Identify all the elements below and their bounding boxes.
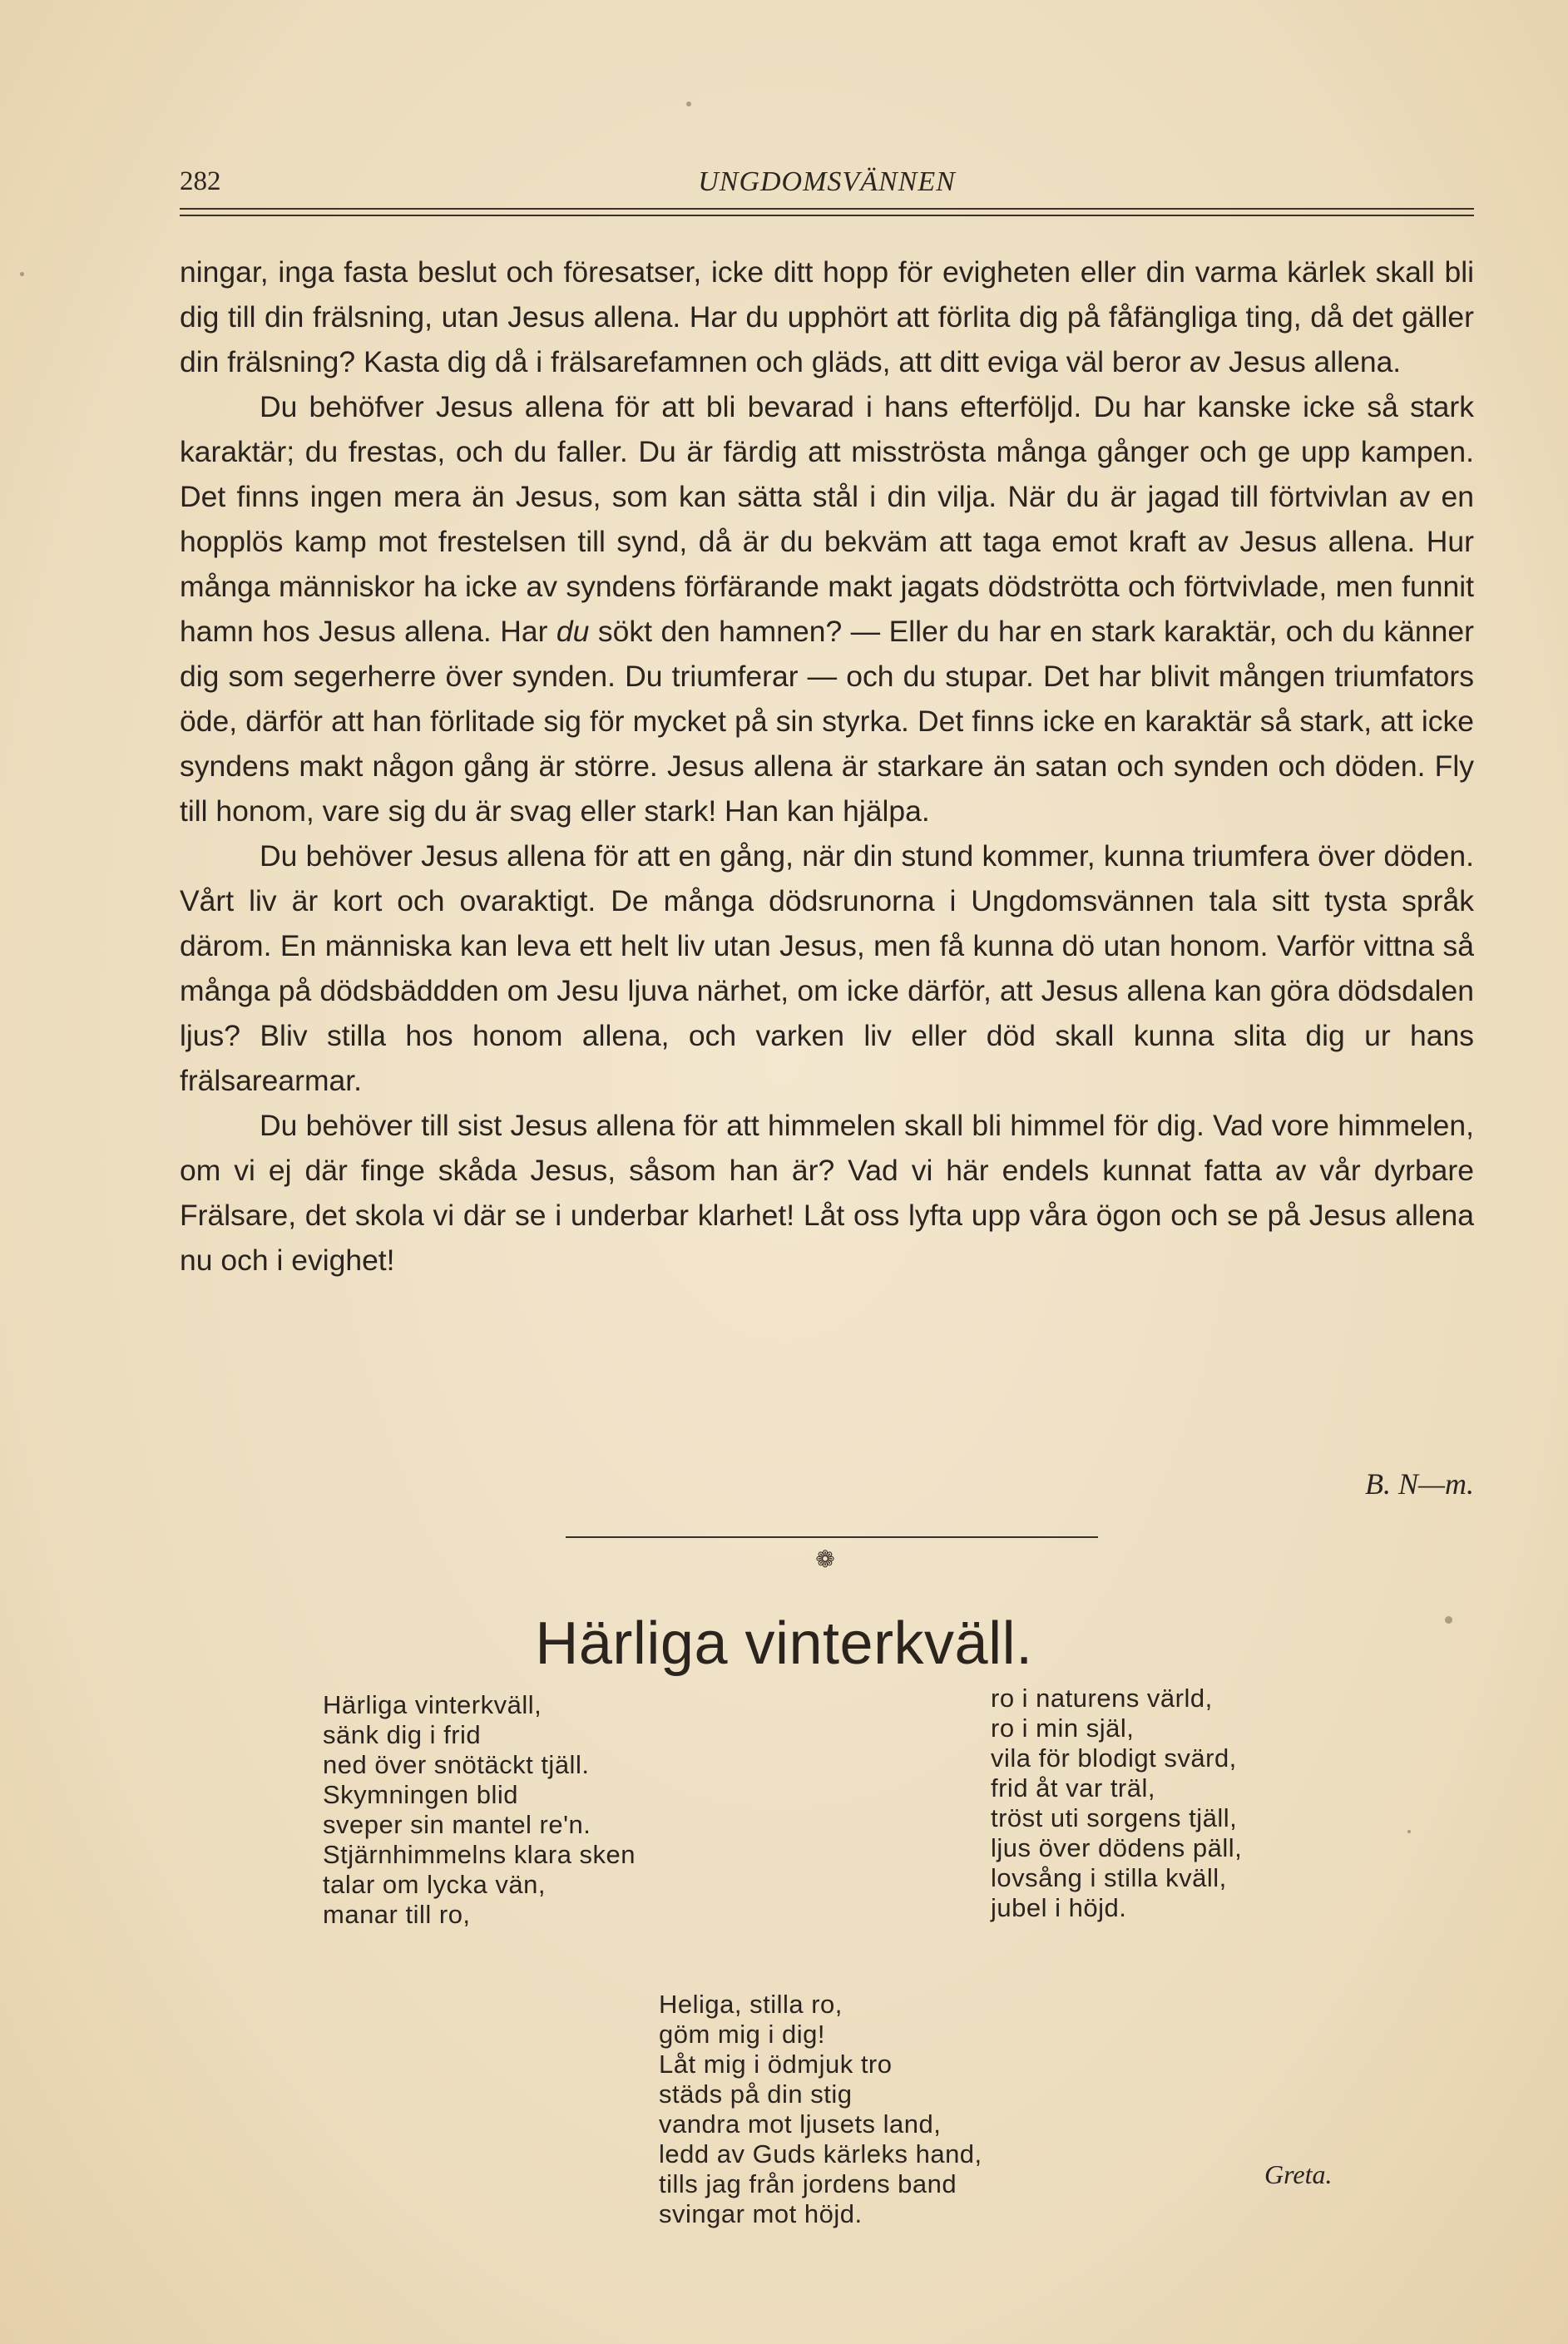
section-divider bbox=[566, 1536, 1098, 1538]
poem-line: talar om lycka vän, bbox=[323, 1870, 546, 1899]
emphasis-du: du bbox=[556, 615, 590, 648]
poem-line: vila för blodigt svärd, bbox=[991, 1743, 1237, 1773]
article-paragraph-text: sökt den hamnen? — Eller du har en stark karaktär, och du känner dig som segerherre över synden. Du triumferar — och du stupar. Det har blivit mången triumfators öde, därför att han förlitade sig för mycket på sin styrka. Det finns icke en karaktär så stark, att icke syndens makt någon gång är större. Jesus allena är starkare än satan och synden och döden. Fly till honom, vare sig du är svag eller stark! Han kan hjälpa. bbox=[180, 615, 1474, 828]
poem-line: manar till ro, bbox=[323, 1900, 471, 1929]
running-head: UNGDOMSVÄNNEN bbox=[698, 166, 956, 197]
poem-title: Härliga vinterkväll. bbox=[535, 1610, 1033, 1677]
poem-line: Låt mig i ödmjuk tro bbox=[659, 2050, 893, 2079]
header-rule bbox=[180, 208, 1474, 210]
article-body bbox=[180, 250, 1474, 1283]
poem-line: ned över snötäckt tjäll. bbox=[323, 1750, 590, 1779]
poem-line: göm mig i dig! bbox=[659, 2020, 825, 2049]
paper-speck bbox=[1407, 1830, 1411, 1833]
poem-line: svingar mot höjd. bbox=[659, 2199, 863, 2228]
article-paragraph-text: Du behöfver Jesus allena för att bli bevarad i hans efterföljd. Du har kanske icke så stark karaktär; du frestas, och du faller. Du är färdig att misströsta många gånger och ge upp kampen. Det finns ingen mera än Jesus, som kan sätta stål i din vilja. När du är jagad till förtvivlan av en hopplös kamp mot frestelsen till synd, då är du bekväm att taga emot kraft av Jesus allena. Hur många människor ha icke av syndens förfärande makt jagats dödströtta och förtvivlade, men funnit hamn hos Jesus allena. Har bbox=[180, 390, 1474, 648]
article-paragraph: Du behöver till sist Jesus allena för att himmelen skall bli himmel för dig. Vad vore himmelen, om vi ej där finge skåda Jesus, såsom han är? Vad vi här endels kunnat fatta av vår dyrbare Frälsare, det skola vi där se i underbar klarhet! Låt oss lyfta upp våra ögon och se på Jesus allena nu och i evighet! bbox=[180, 1109, 1474, 1277]
poem-line: Stjärnhimmelns klara sken bbox=[323, 1840, 636, 1869]
poem-line: Heliga, stilla ro, bbox=[659, 1990, 843, 2019]
poem-line: sänk dig i frid bbox=[323, 1720, 482, 1749]
article-paragraph bbox=[180, 384, 1474, 833]
poem-stanza-2 bbox=[991, 1684, 1242, 1923]
article-signature: B. N—m. bbox=[1364, 1467, 1474, 1501]
poem-line: ro i min själ, bbox=[991, 1713, 1135, 1743]
poem-line: ljus över dödens päll, bbox=[991, 1833, 1243, 1862]
poem-line: sveper sin mantel re'n. bbox=[323, 1810, 591, 1839]
poem-line: tröst uti sorgens tjäll, bbox=[991, 1803, 1238, 1832]
article-paragraph: ningar, inga fasta beslut och föresatser, icke ditt hopp för evigheten eller din varma kärlek skall bli dig till din frälsning, utan Jesus allena. Har du upphört att förlita dig på fåfängliga ting, då det gäller din frälsning? Kasta dig då i frälsarefamnen och gläds, att ditt eviga väl beror av Jesus allena. bbox=[180, 255, 1474, 378]
poem-line: tills jag från jordens band bbox=[659, 2169, 957, 2198]
poem-line: jubel i höjd. bbox=[991, 1893, 1127, 1922]
poem-signature: Greta. bbox=[1264, 2159, 1333, 2189]
poem-line: ro i naturens värld, bbox=[991, 1684, 1213, 1713]
page-header bbox=[180, 166, 1474, 208]
poem-line: städs på din stig bbox=[659, 2079, 853, 2109]
flower-ornament-icon: ❁ bbox=[815, 1546, 835, 1572]
poem-line: frid åt var träl, bbox=[991, 1773, 1155, 1803]
poem-line: Härliga vinterkväll, bbox=[323, 1690, 542, 1719]
poem-line: ledd av Guds kärleks hand, bbox=[659, 2139, 982, 2168]
poem-line: lovsång i stilla kväll, bbox=[991, 1863, 1227, 1892]
page-number: 282 bbox=[180, 166, 221, 196]
paper-speck bbox=[1445, 1616, 1452, 1624]
poem-stanza-1 bbox=[323, 1690, 636, 1930]
poem-line: Skymningen blid bbox=[323, 1780, 518, 1809]
poem-stanza-3 bbox=[659, 1990, 982, 2229]
header-rule bbox=[180, 215, 1474, 216]
poem-line: vandra mot ljusets land, bbox=[659, 2109, 942, 2139]
paper-speck bbox=[686, 101, 691, 106]
article-paragraph: Du behöver Jesus allena för att en gång, när din stund kommer, kunna triumfera över döden. Vårt liv är kort och ovaraktigt. De många dödsrunorna i Ungdomsvännen tala sitt tysta språk därom. En människa kan leva ett helt liv utan Jesus, men få kunna dö utan honom. Varför vittna så många på dödsbäddden om Jesu ljuva närhet, om icke därför, att Jesus allena kan göra dödsdalen ljus? Bliv stilla hos honom allena, och varken liv eller död skall kunna slita dig ur hans frälsarearmar. bbox=[180, 839, 1474, 1097]
paper-speck bbox=[20, 272, 24, 276]
